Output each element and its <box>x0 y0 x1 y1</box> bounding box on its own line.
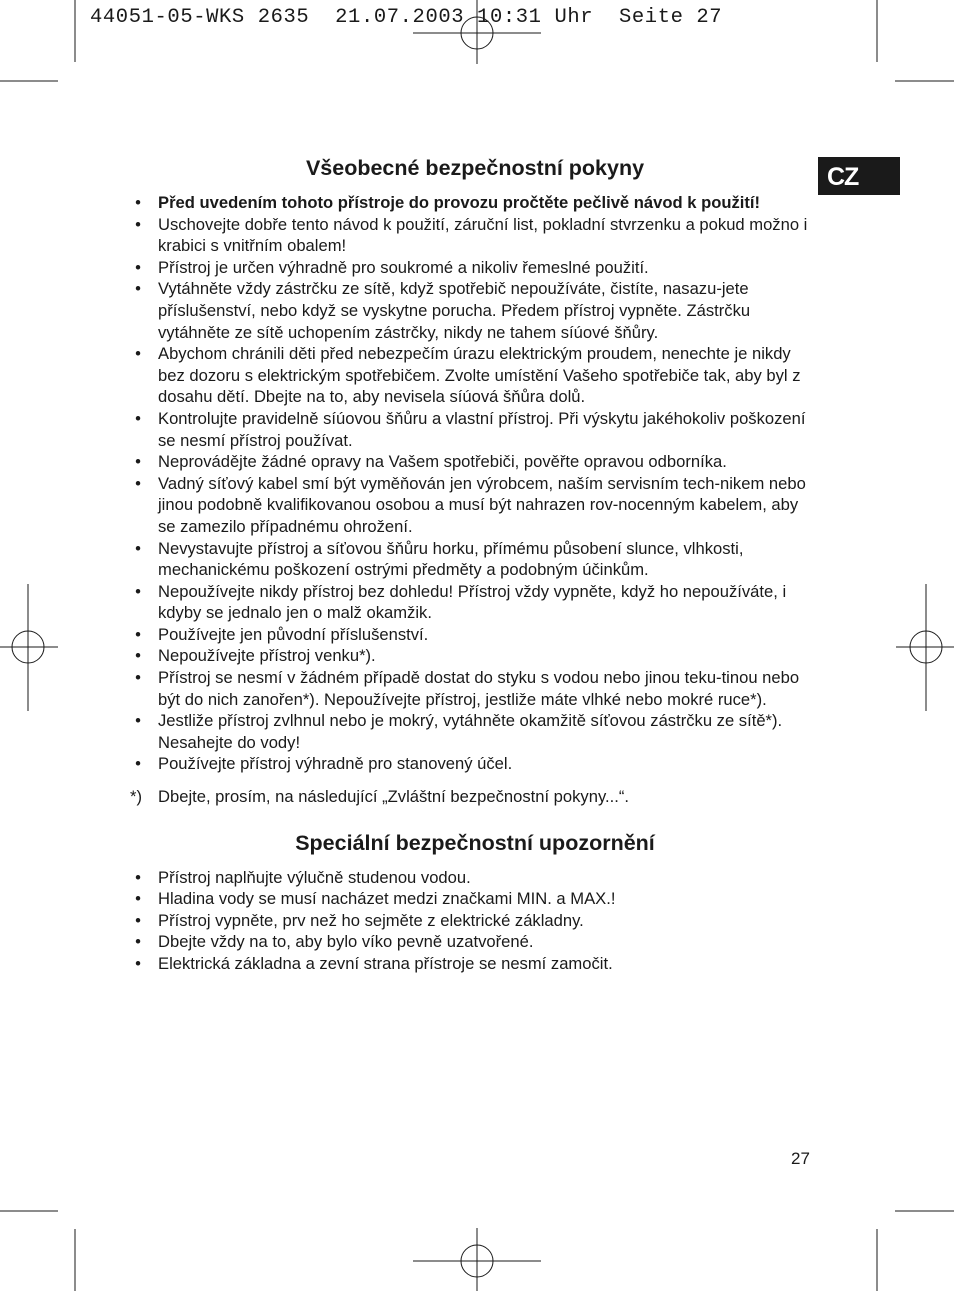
special-safety-list <box>130 867 820 975</box>
bullet-icon: • <box>135 668 141 688</box>
page-number: 27 <box>791 1149 810 1168</box>
bullet-icon: • <box>135 473 141 493</box>
list-item <box>130 257 820 279</box>
print-header: 44051-05-WKS 2635 21.07.2003 10:31 Uhr Seite 27 <box>90 6 723 29</box>
special-safety-title: Speciální bezpečnostní upozornění <box>295 830 655 855</box>
list-item <box>130 753 820 775</box>
list-item-text: Dbejte vždy na to, aby bylo víko pevně uzatvořené. <box>158 932 534 952</box>
list-item <box>130 214 820 257</box>
list-item-text: Kontrolujte pravidelně síúovou šňůru a vlastní přístroj. Při výskytu jakéhokoliv poškození se nesmí přístroj používat. <box>158 408 806 450</box>
bullet-icon: • <box>135 910 141 930</box>
list-item-text: Uschovejte dobře tento návod k použití, záruční list, pokladní stvrzenku a pokud možno i krabici s vnitřním obalem! <box>158 214 808 256</box>
bullet-icon: • <box>135 344 141 364</box>
list-item <box>130 624 820 646</box>
bullet-icon: • <box>135 193 141 212</box>
bullet-icon: • <box>135 214 141 234</box>
list-item-text: Elektrická základna a zevní strana přístroje se nesmí zamočit. <box>158 954 613 973</box>
list-item-text: Vadný síťový kabel smí být vyměňován jen výrobcem, naším servisním tech-nikem nebo jinou podobně kvalifikovanou osobou a musí být nahrazen rov-nocenným kabelem, aby se zamezilo případnému ohrožení. <box>158 473 806 536</box>
list-item-text: Nepoužívejte nikdy přístroj bez dohledu! Přístroj vždy vypněte, když ho nepoužíváte, i kdyby se jednalo jen o malž okamžik. <box>158 581 787 623</box>
bullet-icon: • <box>135 646 141 666</box>
footnote-mark: *) <box>130 787 142 807</box>
bullet-icon: • <box>135 279 141 299</box>
list-item-text: Jestliže přístroj zvlhnul nebo je mokrý, vytáhněte okamžitě síťovou zástrčku ze sítě*). Nesahejte do vody! <box>158 711 783 752</box>
bullet-icon: • <box>135 867 141 887</box>
list-item-text: Nepoužívejte přístroj venku*). <box>158 646 376 666</box>
list-item-text: Nevystavujte přístroj a síťovou šňůru horku, přímému působení slunce, vlhkosti, mechanickému poškození ostrými předměty a podobným účinkům. <box>158 538 744 580</box>
list-item <box>130 888 820 910</box>
bullet-icon: • <box>135 408 141 428</box>
bullet-icon: • <box>135 581 141 601</box>
list-item-text: Používejte jen původní příslušenství. <box>158 624 429 644</box>
bullet-icon: • <box>135 452 141 472</box>
list-item-text: Přístroj vypněte, prv než ho sejměte z elektrické základny. <box>158 910 584 930</box>
general-safety-list <box>130 192 820 775</box>
bullet-icon: • <box>135 257 141 277</box>
language-tab: CZ <box>818 157 900 195</box>
list-item <box>130 645 820 667</box>
list-item-text: Přístroj se nesmí v žádném případě dostat do styku s vodou nebo jinou teku-tinou nebo být do nich zanořen*). Nepoužívejte přístroj, jestliže máte vlhké nebo mokré ruce*). <box>158 668 800 709</box>
list-item <box>130 343 820 408</box>
list-item <box>130 278 820 343</box>
list-item-text: Vytáhněte vždy zástrčku ze sítě, když spotřebič nepoužíváte, čistíte, nasazu-jete příslušenství, nebo když se vyskytne porucha. Předem přístroj vypněte. Zástrčku vytáhněte ze sítě uchopením zástrčky, nikdy ne tahem síúové šňůry. <box>158 279 751 342</box>
page-content <box>130 150 820 975</box>
footnote-text: Dbejte, prosím, na následující „Zvláštní bezpečnostní pokyny...“. <box>158 787 629 807</box>
list-item-text: Používejte přístroj výhradně pro stanovený účel. <box>158 754 513 774</box>
list-item <box>130 581 820 624</box>
general-safety-section <box>130 150 820 808</box>
list-item-text: Hladina vody se musí nacházet medzi značkami MIN. a MAX.! <box>158 889 616 909</box>
list-item <box>130 931 820 953</box>
list-item-text: Neprovádějte žádné opravy na Vašem spotřebiči, pověřte opravou odborníka. <box>158 452 727 472</box>
list-item-text: Před uvedením tohoto přístroje do provozu pročtěte pečlivě návod k použití! <box>158 193 761 212</box>
list-item <box>130 867 820 889</box>
list-item <box>130 953 820 975</box>
list-item <box>130 408 820 451</box>
list-item-text: Přístroj naplňujte výlučně studenou vodou. <box>158 867 471 887</box>
general-safety-title: Všeobecné bezpečnostní pokyny <box>305 156 645 180</box>
bullet-icon: • <box>135 538 141 558</box>
list-item <box>130 192 820 214</box>
list-item-text: Přístroj je určen výhradně pro soukromé a nikoliv řemeslné použití. <box>158 257 649 277</box>
list-item <box>130 473 820 538</box>
bullet-icon: • <box>135 932 141 952</box>
special-safety-section <box>130 825 820 975</box>
bullet-icon: • <box>135 954 141 973</box>
bullet-icon: • <box>135 711 141 731</box>
bullet-icon: • <box>135 754 141 774</box>
list-item <box>130 710 820 753</box>
list-item <box>130 910 820 932</box>
list-item <box>130 451 820 473</box>
footnote <box>130 786 820 808</box>
bullet-icon: • <box>135 624 141 644</box>
list-item <box>130 667 820 710</box>
bullet-icon: • <box>135 889 141 909</box>
list-item <box>130 538 820 581</box>
list-item-text: Abychom chránili děti před nebezpečím úrazu elektrickým proudem, nenechte je nikdy bez dozoru s elektrickým spotřebičem. Zvolte umístění Vašeho spotřebiče tak, aby byl z dosahu dětí. Dbejte na to, aby nevisela síúová šňůra dolů. <box>158 344 801 407</box>
